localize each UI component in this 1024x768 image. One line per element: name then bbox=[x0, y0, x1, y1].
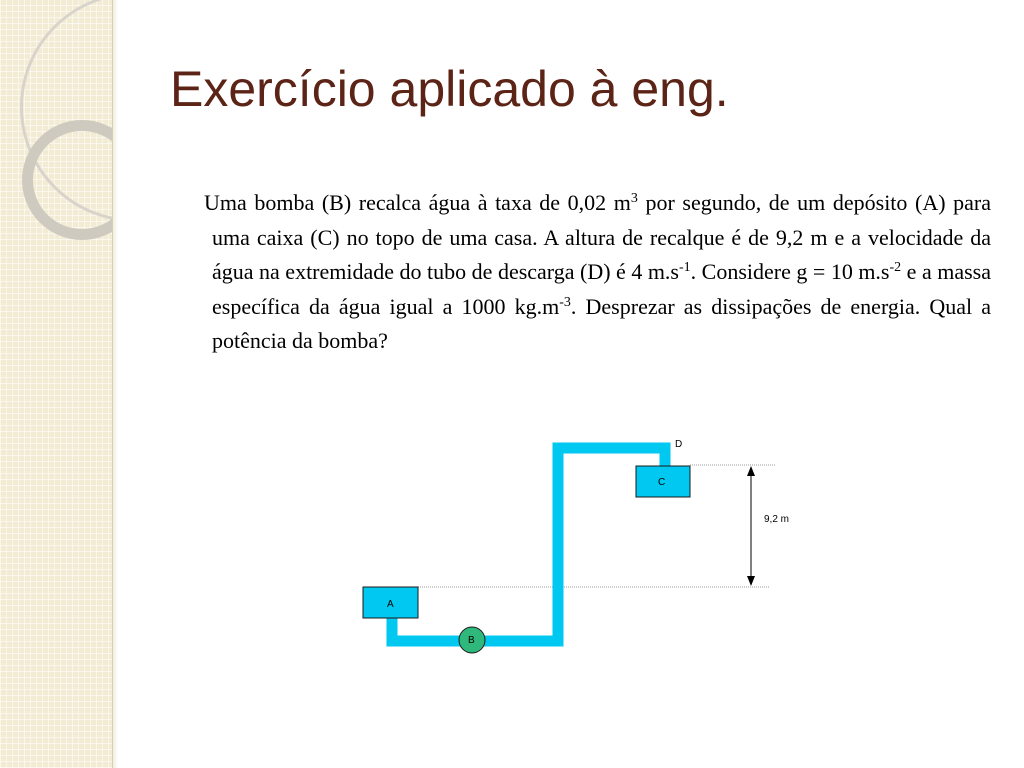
problem-text-1: Uma bomba (B) recalca água à taxa de 0,02 m bbox=[204, 190, 631, 215]
label-d: D bbox=[675, 439, 683, 450]
problem-text-2: por segundo, de um depósito (A) para uma caixa (C) no topo de uma casa. A altura de recalque é de 9,2 m e a velocidade da água na extremidade do tubo de descarga (D) é 4 m.s bbox=[212, 190, 991, 284]
slide-title: Exercício aplicado à eng. bbox=[170, 61, 729, 117]
decorative-side-strip bbox=[0, 0, 113, 768]
arrow-head-up bbox=[747, 466, 755, 476]
superscript-3: -2 bbox=[889, 260, 902, 275]
problem-text-4: e a massa específica da água igual a 1000 kg.m bbox=[212, 259, 991, 319]
problem-text-3: . Considere g = 10 m.s bbox=[690, 259, 890, 284]
superscript-2: -1 bbox=[679, 260, 691, 275]
label-a: A bbox=[387, 599, 394, 610]
problem-text-5: . Desprezar as dissipações de energia. Qual a potência da bomba? bbox=[212, 293, 991, 353]
superscript-4: -3 bbox=[559, 294, 571, 310]
label-b: B bbox=[468, 635, 475, 646]
pipe bbox=[392, 448, 665, 641]
height-label: 9,2 m bbox=[764, 514, 790, 525]
pump-system-diagram bbox=[355, 430, 805, 660]
problem-statement bbox=[204, 186, 991, 359]
arrow-head-down bbox=[747, 576, 755, 586]
superscript-1: 3 bbox=[630, 191, 638, 206]
side-strip-shadow bbox=[112, 0, 118, 768]
label-c: C bbox=[658, 477, 666, 488]
